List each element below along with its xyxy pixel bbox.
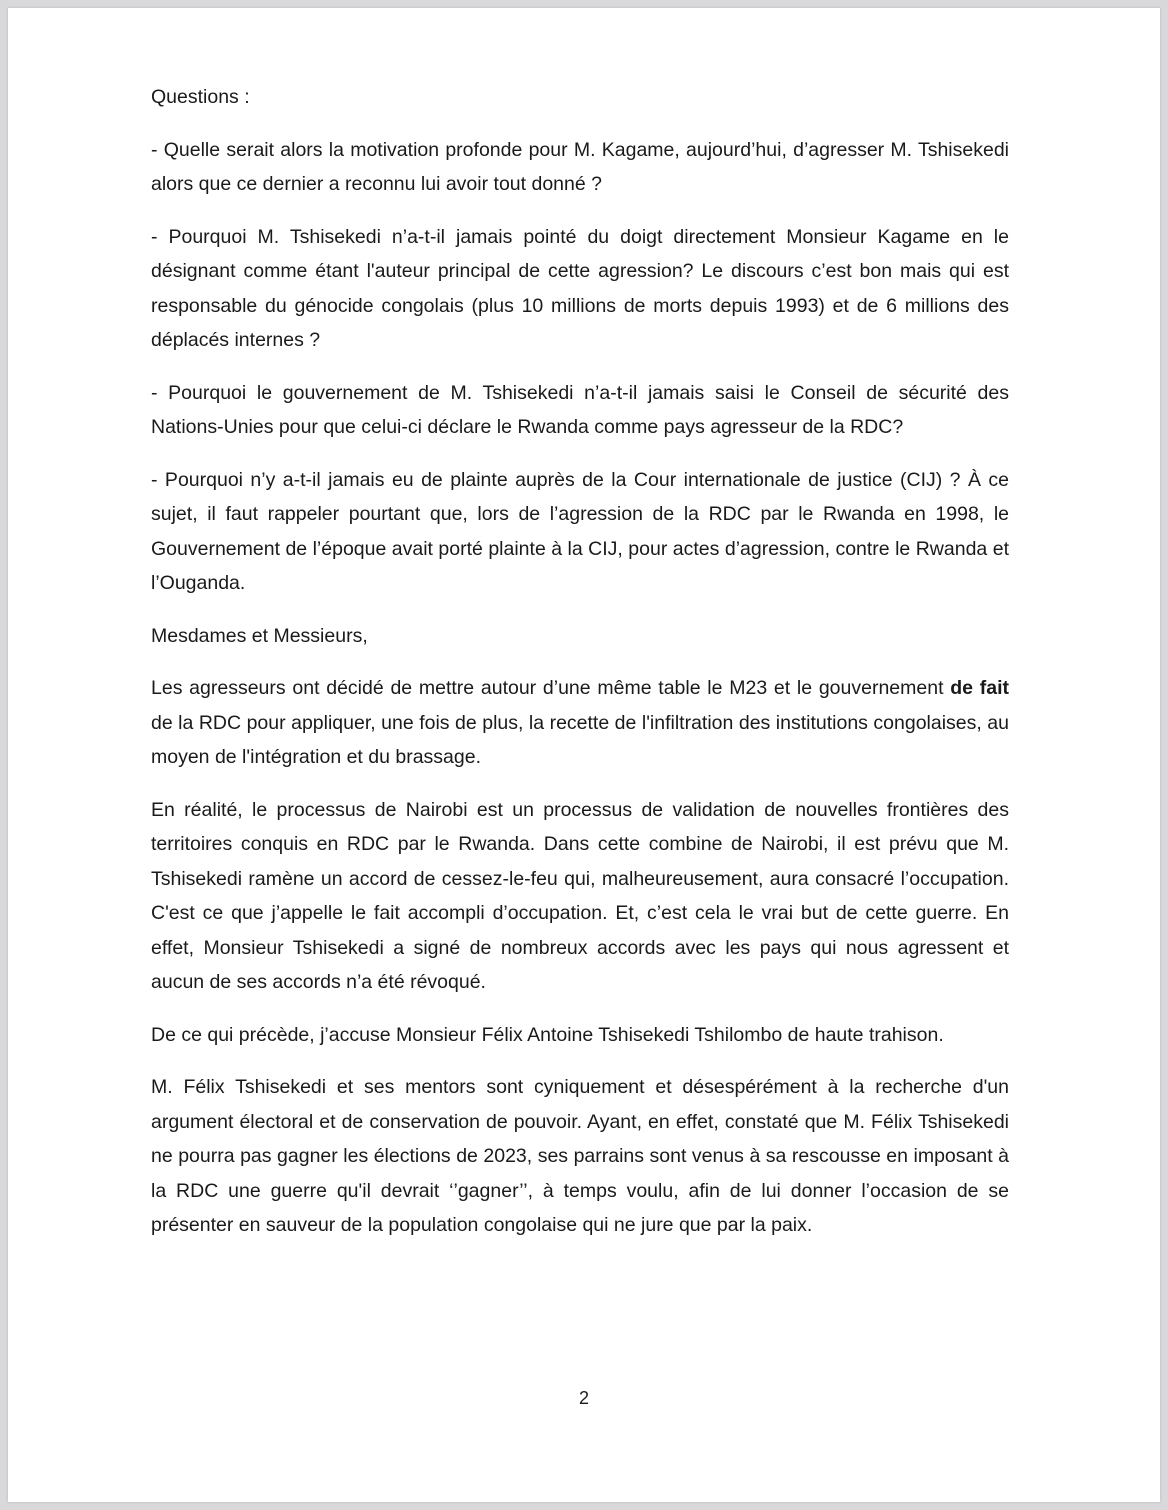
aggressors-text-end: de la RDC pour appliquer, une fois de plus, la recette de l'infiltration des institutions congolaises, au moyen de l'intégration et du brassage. xyxy=(151,711,1009,768)
page-number: 2 xyxy=(578,1388,589,1408)
question-paragraph: - Pourquoi M. Tshisekedi n’a-t-il jamais pointé du doigt directement Monsieur Kagame en le désignant comme étant l'auteur principal de cette agression? Le discours c’est bon mais qui est responsable du génocide congolais (plus 10 millions de morts depuis 1993) et de 6 millions des déplacés internes ? xyxy=(151,225,1009,351)
emphasis-de-fait: de fait xyxy=(950,677,1009,699)
nairobi-paragraph: En réalité, le processus de Nairobi est un processus de validation de nouvelles frontières des territoires conquis en RDC par le Rwanda. Dans cette combine de Nairobi, il est prévu que M. Tshisekedi ramène un accord de cessez-le-feu qui, malheureusement, aura consacré l’occupation. C'est ce que j’appelle le fait accompli d’occupation. Et, c’est cela le vrai but de cette guerre. En effet, Monsieur Tshisekedi a signé de nombreux accords avec les pays qui nous agressent et aucun de ses accords n’a été révoqué. xyxy=(151,798,1009,993)
document-body xyxy=(151,80,1009,1261)
accusation-paragraph: De ce qui précède, j’accuse Monsieur Félix Antoine Tshisekedi Tshilombo de haute trahison. xyxy=(151,1023,944,1046)
document-page xyxy=(8,8,1160,1502)
mentors-paragraph: M. Félix Tshisekedi et ses mentors sont cyniquement et désespérément à la recherche d'un argument électoral et de conservation de pouvoir. Ayant, en effet, constaté que M. Félix Tshisekedi ne pourra pas gagner les élections de 2023, ses parrains sont venus à sa rescousse en imposant à la RDC une guerre qu'il devrait ‘’gagner’’, à temps voulu, afin de lui donner l’occasion de se présenter en sauveur de la population congolaise qui ne jure que par la paix. xyxy=(151,1076,1009,1236)
questions-heading: Questions : xyxy=(151,86,250,108)
salutation: Mesdames et Messieurs, xyxy=(151,624,368,647)
question-paragraph: - Quelle serait alors la motivation profonde pour M. Kagame, aujourd’hui, d’agresser M. Tshisekedi alors que ce dernier a reconnu lui avoir tout donné ? xyxy=(151,138,1009,195)
question-paragraph: - Pourquoi le gouvernement de M. Tshisekedi n’a-t-il jamais saisi le Conseil de sécurité des Nations-Unies pour que celui-ci déclare le Rwanda comme pays agresseur de la RDC? xyxy=(151,381,1009,438)
question-paragraph: - Pourquoi n’y a-t-il jamais eu de plainte auprès de la Cour internationale de justice (CIJ) ? À ce sujet, il faut rappeler pourtant que, lors de l’agression de la RDC par le Rwanda en 1998, le Gouvernement de l’époque avait porté plainte à la CIJ, pour actes d’agression, contre le Rwanda et l’Ouganda. xyxy=(151,468,1009,594)
aggressors-text-start: Les agresseurs ont décidé de mettre autour d’une même table le M23 et le gouvernement xyxy=(151,677,951,699)
aggressors-paragraph xyxy=(151,671,1009,775)
